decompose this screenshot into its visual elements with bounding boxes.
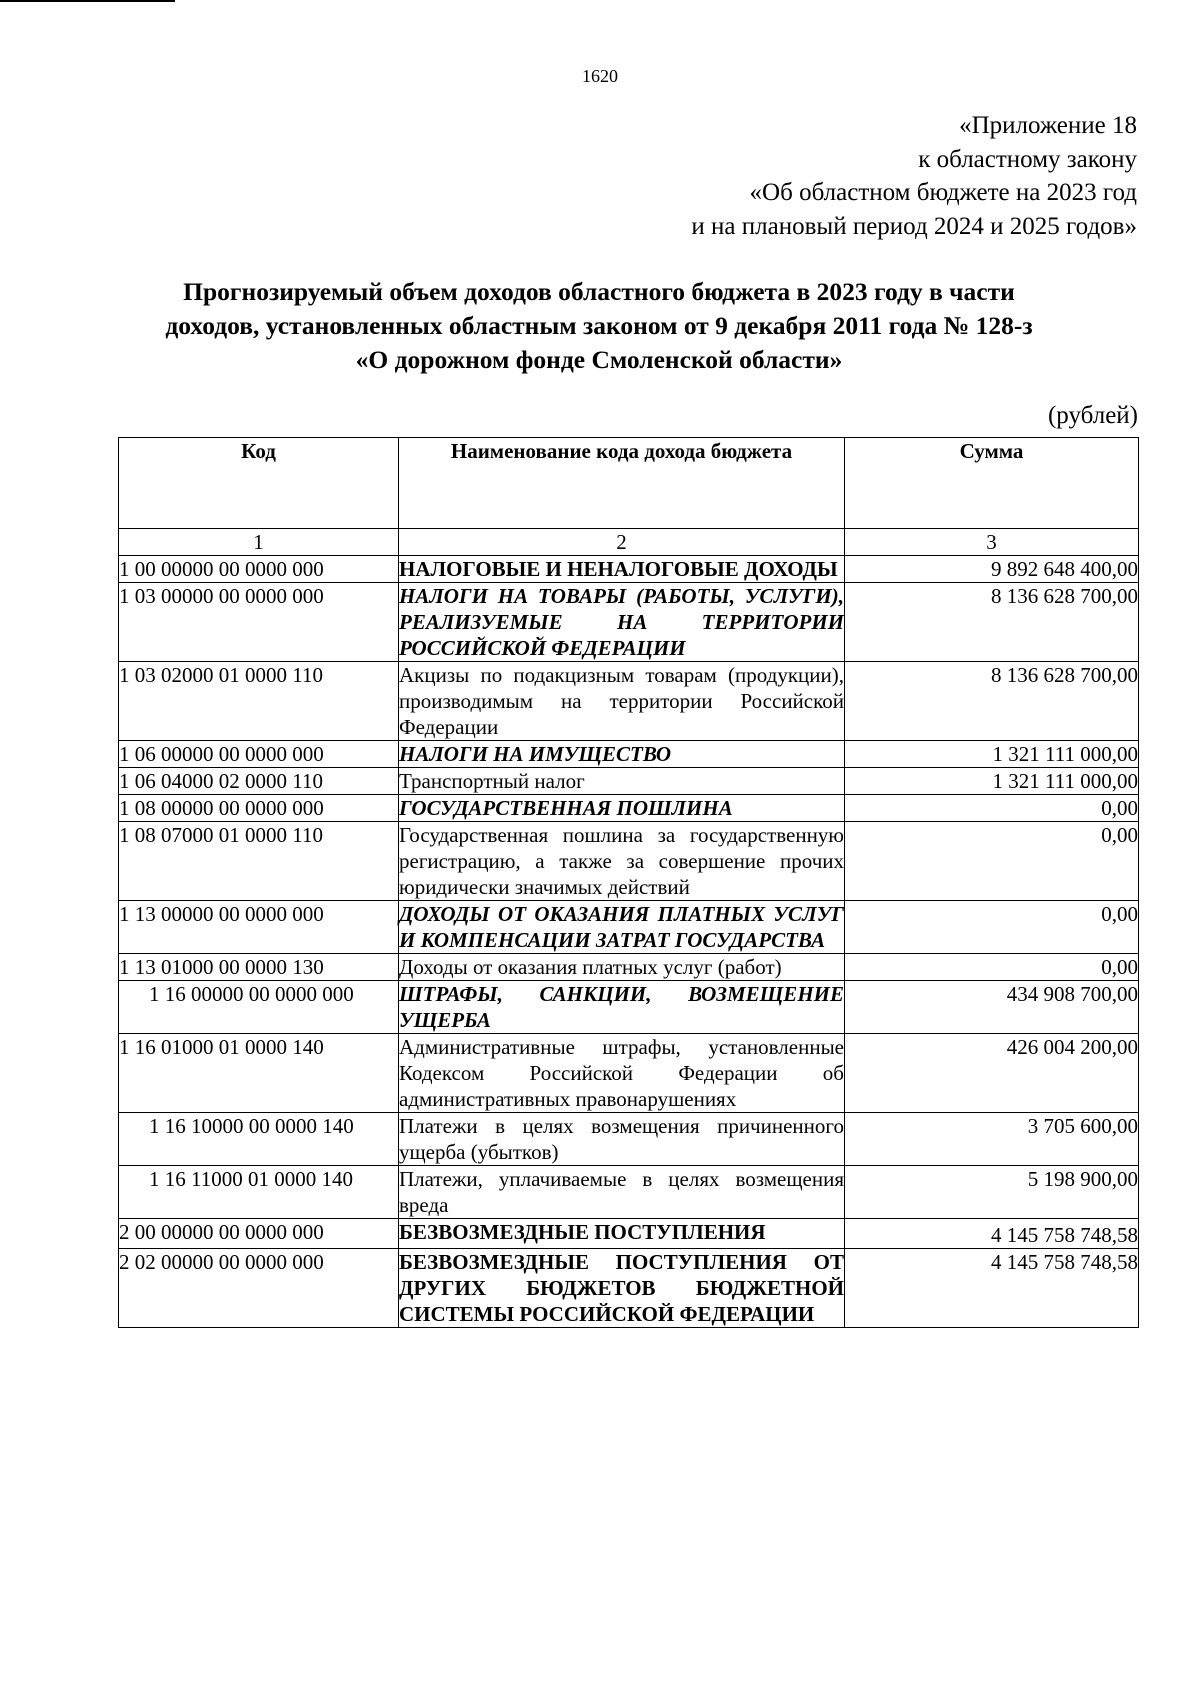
revenue-amount: 9 892 648 400,00: [845, 556, 1139, 583]
title-line: доходов, установленных областным законом от 9 декабря 2011 года № 128-з: [165, 311, 1033, 340]
table-row: [119, 954, 1139, 981]
title-line: Прогнозируемый объем доходов областного бюджета в 2023 году в части: [183, 277, 1015, 306]
revenue-code: 1 00 00000 00 0000 000: [119, 556, 399, 583]
revenue-amount: 0,00: [845, 822, 1139, 901]
table-row: [119, 556, 1139, 583]
revenue-code: 1 13 01000 00 0000 130: [119, 954, 399, 981]
table-row: [119, 583, 1139, 662]
revenue-code: 1 16 00000 00 0000 000: [119, 981, 399, 1034]
table-row: [119, 1166, 1139, 1219]
revenue-name: БЕЗВОЗМЕЗДНЫЕ ПОСТУПЛЕНИЯ: [399, 1219, 845, 1249]
revenue-amount: 8 136 628 700,00: [845, 662, 1139, 741]
appendix-line: к областному закону: [918, 145, 1137, 173]
revenue-name: ГОСУДАРСТВЕННАЯ ПОШЛИНА: [399, 795, 845, 822]
column-number-row: [119, 529, 1139, 556]
revenue-amount: 0,00: [845, 795, 1139, 822]
appendix-line: «Приложение 18: [959, 112, 1137, 139]
revenue-amount: 434 908 700,00: [845, 981, 1139, 1034]
revenue-name: ДОХОДЫ ОТ ОКАЗАНИЯ ПЛАТНЫХ УСЛУГ И КОМПЕНСАЦИИ ЗАТРАТ ГОСУДАРСТВА: [399, 902, 844, 952]
revenue-name: Государственная пошлина за государственную регистрацию, а также за совершение прочих юридически значимых действий: [399, 823, 844, 899]
column-number: 3: [845, 529, 1139, 556]
page-number: 1620: [582, 66, 618, 86]
revenue-name: Акцизы по подакцизным товарам (продукции), производимым на территории Российской Федерации: [399, 663, 844, 739]
revenue-amount: 8 136 628 700,00: [845, 583, 1139, 662]
revenue-amount: 426 004 200,00: [845, 1034, 1139, 1113]
revenue-name: НАЛОГИ НА ИМУЩЕСТВО: [399, 741, 845, 768]
document-title: [120, 275, 1078, 377]
units-label: (рублей): [1047, 402, 1138, 429]
revenue-code: 1 03 00000 00 0000 000: [119, 583, 399, 662]
revenue-name: Транспортный налог: [399, 768, 845, 795]
revenue-amount: 4 145 758 748,58: [845, 1249, 1139, 1328]
revenue-code: 1 16 11000 01 0000 140: [119, 1166, 399, 1219]
revenue-name: НАЛОГОВЫЕ И НЕНАЛОГОВЫЕ ДОХОДЫ: [399, 556, 845, 583]
revenue-code: 1 16 10000 00 0000 140: [119, 1113, 399, 1166]
revenue-code: 1 08 07000 01 0000 110: [119, 822, 399, 901]
revenue-code: 1 06 00000 00 0000 000: [119, 741, 399, 768]
revenue-code: 1 16 01000 01 0000 140: [119, 1034, 399, 1113]
table-row: [119, 1249, 1139, 1328]
revenue-code: 1 13 00000 00 0000 000: [119, 901, 399, 954]
appendix-line: и на плановый период 2024 и 2025 годов»: [691, 212, 1137, 240]
column-number: 1: [119, 529, 399, 556]
table-row: [119, 1219, 1139, 1249]
revenue-name: Доходы от оказания платных услуг (работ): [399, 954, 845, 981]
revenue-amount: 4 145 758 748,58: [845, 1219, 1139, 1249]
revenue-amount: 1 321 111 000,00: [845, 741, 1139, 768]
table-header-row: [119, 438, 1139, 529]
table-row: [119, 1034, 1139, 1113]
title-line: «О дорожном фонде Смоленской области»: [355, 345, 843, 374]
revenue-code: 2 02 00000 00 0000 000: [119, 1249, 399, 1328]
revenue-amount: 1 321 111 000,00: [845, 768, 1139, 795]
revenue-name: Административные штрафы, установленные Кодексом Российской Федерации об административных правонарушениях: [399, 1035, 844, 1111]
revenue-name: Платежи, уплачиваемые в целях возмещения вреда: [399, 1167, 844, 1217]
table-row: [119, 822, 1139, 901]
revenue-amount: 5 198 900,00: [845, 1166, 1139, 1219]
revenue-name: Платежи в целях возмещения причиненного ущерба (убытков): [399, 1114, 844, 1164]
table-row: [119, 1113, 1139, 1166]
table-row: [119, 768, 1139, 795]
revenue-code: 1 06 04000 02 0000 110: [119, 768, 399, 795]
table-row: [119, 795, 1139, 822]
revenue-amount: 0,00: [845, 901, 1139, 954]
column-number: 2: [399, 529, 845, 556]
revenue-code: 1 03 02000 01 0000 110: [119, 662, 399, 741]
revenue-code: 1 08 00000 00 0000 000: [119, 795, 399, 822]
appendix-line: «Об областном бюджете на 2023 год: [749, 179, 1137, 206]
revenue-name: БЕЗВОЗМЕЗДНЫЕ ПОСТУПЛЕНИЯ ОТ ДРУГИХ БЮДЖЕТОВ БЮДЖЕТНОЙ СИСТЕМЫ РОССИЙСКОЙ ФЕДЕРАЦИИ: [399, 1250, 844, 1326]
revenue-amount: 3 705 600,00: [845, 1113, 1139, 1166]
appendix-reference: [691, 109, 1137, 243]
revenue-name: ШТРАФЫ, САНКЦИИ, ВОЗМЕЩЕНИЕ УЩЕРБА: [399, 982, 844, 1032]
corner-scan-mark: [0, 0, 175, 2]
table-row: [119, 981, 1139, 1034]
revenue-code: 2 00 00000 00 0000 000: [119, 1219, 399, 1249]
table-row: [119, 741, 1139, 768]
revenue-amount: 0,00: [845, 954, 1139, 981]
table-row: [119, 662, 1139, 741]
header-amount: Сумма: [845, 438, 1139, 529]
header-name: Наименование кода дохода бюджета: [399, 438, 845, 529]
header-code: Код: [119, 438, 399, 529]
revenue-name: НАЛОГИ НА ТОВАРЫ (РАБОТЫ, УСЛУГИ), РЕАЛИЗУЕМЫЕ НА ТЕРРИТОРИИ РОССИЙСКОЙ ФЕДЕРАЦИИ: [399, 584, 844, 660]
table-row: [119, 901, 1139, 954]
revenue-table: [118, 437, 1139, 1328]
table-body: [119, 556, 1139, 1328]
